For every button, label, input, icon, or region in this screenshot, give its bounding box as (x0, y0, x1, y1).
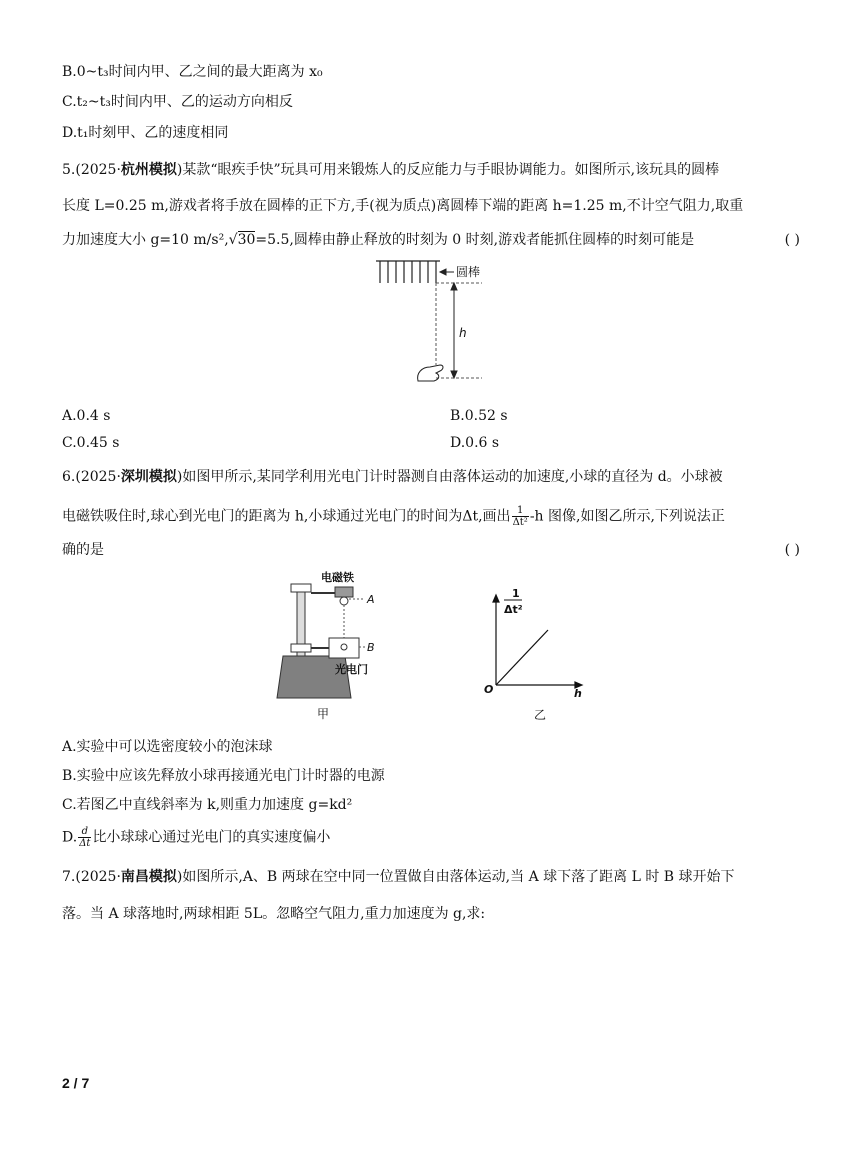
q4-option-b: B.0~t₃时间内甲、乙之间的最大距离为 x₀ (62, 64, 323, 80)
gate-label: 光电门 (335, 663, 368, 676)
q6-figure-yi (478, 585, 588, 725)
q6-stem-line3 (62, 540, 800, 560)
ball (340, 597, 348, 605)
q7-source: 南昌模拟 (120, 869, 177, 885)
point-b-label: B (367, 641, 375, 654)
q6-number: 6.(2025· (62, 469, 121, 485)
q5-stem-line2: 长度 L=0.25 m,游戏者将手放在圆棒的正下方,手(视为质点)离圆棒下端的距离 h=1.25 m,不计空气阻力,取重 (62, 198, 744, 214)
q6-figure-jia (265, 568, 395, 723)
q5-stem-line3 (62, 230, 800, 250)
hand-icon (418, 365, 443, 381)
q5-option-d: D.0.6 s (450, 435, 500, 451)
q5-answer-paren: ( ) (784, 232, 800, 248)
q6-inline-fraction (512, 505, 529, 528)
rod-array (376, 261, 440, 283)
lower-clamp (291, 644, 311, 652)
q7-number: 7.(2025· (62, 869, 121, 885)
q5-figure (370, 255, 500, 385)
rod-label: 圆棒 (456, 265, 481, 279)
q6-option-d-text: 比小球球心通过光电门的真实速度偏小 (92, 829, 331, 846)
q5-source: 杭州模拟 (120, 162, 177, 178)
q7-stem-line2: 落。当 A 球落地时,两球相距 5L。忽略空气阻力,重力加速度为 g,求: (62, 906, 486, 922)
fraction-numerator: 1 (512, 505, 529, 517)
x-axis-label: h (574, 687, 582, 700)
q6-text-2b: -h 图像,如图乙所示,下列说法正 (529, 508, 725, 525)
q6-answer-paren: ( ) (784, 542, 800, 558)
q6-option-b: B.实验中应该先释放小球再接通光电门计时器的电源 (62, 768, 385, 784)
q5-option-c: C.0.45 s (62, 435, 120, 451)
data-line (496, 630, 548, 685)
point-a-label: A (367, 593, 375, 606)
rod-arrow (440, 269, 454, 275)
q6-source: 深圳模拟 (120, 469, 177, 485)
photogate (329, 638, 359, 658)
top-clamp (291, 584, 311, 592)
sqrt-sign: √ (228, 232, 238, 248)
q6-option-d-prefix: D. (62, 829, 78, 846)
h-label: h (459, 326, 467, 340)
q6-option-a: A.实验中可以选密度较小的泡沫球 (62, 739, 273, 755)
y-axis-label-numerator: 1 (512, 587, 520, 600)
q5-stem-line1 (62, 160, 719, 180)
q7-stem-line1 (62, 867, 735, 887)
q7-text-1: )如图所示,A、B 两球在空中同一位置做自由落体运动,当 A 球下落了距离 L 时 B 球开始下 (176, 869, 735, 885)
fraction-denominator: Δt (79, 838, 91, 849)
q6-stem-line1 (62, 467, 723, 487)
q6-option-c: C.若图乙中直线斜率为 k,则重力加速度 g=kd² (62, 797, 353, 813)
q5-option-b: B.0.52 s (450, 408, 508, 424)
electromagnet (335, 587, 353, 597)
magnet-label: 电磁铁 (321, 571, 354, 584)
q6-stem-line2 (62, 505, 725, 528)
h-dimension (451, 283, 457, 378)
q6-text-2a: 电磁铁吸住时,球心到光电门的距离为 h,小球通过光电门的时间为Δt,画出 (62, 508, 511, 525)
figure-caption-jia: 甲 (317, 707, 330, 721)
q6-text-3: 确的是 (62, 542, 104, 558)
q6-text-1: )如图甲所示,某同学利用光电门计时器测自由落体运动的加速度,小球的直径为 d。小球被 (176, 469, 723, 485)
q5-text-3b: =5.5,圆棒由静止释放的时刻为 0 时刻,游戏者能抓住圆棒的时刻可能是 (255, 232, 695, 248)
q5-number: 5.(2025· (62, 162, 121, 178)
q6-option-d (62, 826, 330, 849)
y-axis-label-denominator: Δt² (504, 603, 523, 616)
origin-label: O (484, 683, 494, 696)
page-number: 2 / 7 (62, 1075, 90, 1091)
figure-caption-yi: 乙 (534, 708, 547, 722)
q4-option-c: C.t₂~t₃时间内甲、乙的运动方向相反 (62, 94, 293, 110)
q5-text-3a: 力加速度大小 g=10 m/s², (62, 232, 229, 248)
q5-option-a: A.0.4 s (62, 408, 111, 424)
q5-text-1: )某款“眼疾手快”玩具可用来锻炼人的反应能力与手眼协调能力。如图所示,该玩具的圆棒 (176, 162, 720, 178)
fraction-denominator: Δt² (512, 517, 528, 528)
q4-option-d: D.t₁时刻甲、乙的速度相同 (62, 125, 229, 141)
sqrt-argument: 30 (237, 232, 256, 248)
q6-option-d-fraction (78, 826, 91, 849)
fraction-numerator: d (78, 826, 91, 838)
